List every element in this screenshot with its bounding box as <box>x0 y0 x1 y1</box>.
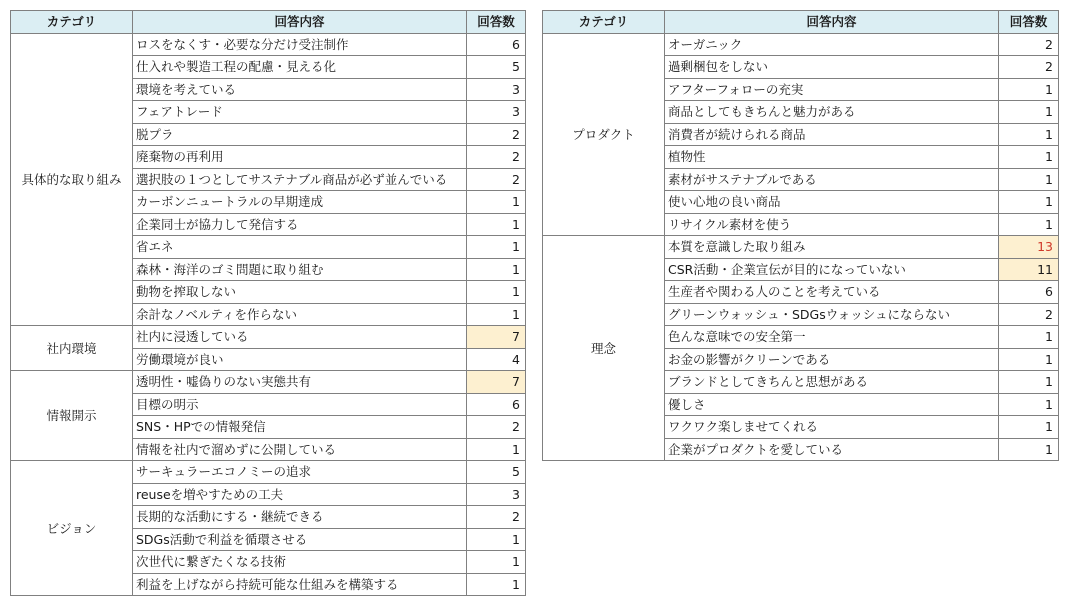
content-cell: ロスをなくす・必要な分だけ受注制作 <box>133 33 467 56</box>
count-cell: 1 <box>999 438 1059 461</box>
count-cell: 1 <box>467 213 526 236</box>
count-cell: 1 <box>467 281 526 304</box>
content-cell: 余計なノベルティを作らない <box>133 303 467 326</box>
content-cell: 動物を搾取しない <box>133 281 467 304</box>
content-cell: 利益を上げながら持続可能な仕組みを構築する <box>133 573 467 596</box>
content-cell: オーガニック <box>665 33 999 56</box>
table-row <box>543 236 1059 259</box>
content-cell: 過剰梱包をしない <box>665 56 999 79</box>
content-cell: 消費者が続けられる商品 <box>665 123 999 146</box>
count-cell: 1 <box>467 528 526 551</box>
count-cell: 1 <box>999 146 1059 169</box>
count-cell: 1 <box>467 236 526 259</box>
content-cell: 森林・海洋のゴミ問題に取り組む <box>133 258 467 281</box>
content-cell: 使い心地の良い商品 <box>665 191 999 214</box>
content-cell: 長期的な活動にする・継続できる <box>133 506 467 529</box>
content-cell: 仕入れや製造工程の配慮・見える化 <box>133 56 467 79</box>
content-cell: グリーンウォッシュ・SDGsウォッシュにならない <box>665 303 999 326</box>
count-cell: 2 <box>467 168 526 191</box>
table-row <box>11 461 526 484</box>
count-cell: 3 <box>467 101 526 124</box>
content-cell: サーキュラーエコノミーの追求 <box>133 461 467 484</box>
count-cell: 1 <box>999 213 1059 236</box>
count-cell: 5 <box>467 56 526 79</box>
content-cell: ワクワク楽しませてくれる <box>665 416 999 439</box>
count-cell: 1 <box>467 258 526 281</box>
category-cell: プロダクト <box>543 33 665 236</box>
content-cell: 商品としてもきちんと魅力がある <box>665 101 999 124</box>
content-cell: 企業がプロダクトを愛している <box>665 438 999 461</box>
category-cell: ビジョン <box>11 461 133 596</box>
content-cell: 社内に浸透している <box>133 326 467 349</box>
header-content: 回答内容 <box>133 11 467 34</box>
content-cell: 企業同士が協力して発信する <box>133 213 467 236</box>
content-cell: 植物性 <box>665 146 999 169</box>
count-cell: 2 <box>467 416 526 439</box>
count-cell: 1 <box>999 78 1059 101</box>
content-cell: 省エネ <box>133 236 467 259</box>
count-cell: 2 <box>999 303 1059 326</box>
content-cell: 次世代に繋ぎたくなる技術 <box>133 551 467 574</box>
content-cell: SNS・HPでの情報発信 <box>133 416 467 439</box>
content-cell: 労働環境が良い <box>133 348 467 371</box>
content-cell: 脱プラ <box>133 123 467 146</box>
content-cell: 本質を意識した取り組み <box>665 236 999 259</box>
content-cell: SDGs活動で利益を循環させる <box>133 528 467 551</box>
content-cell: 素材がサステナブルである <box>665 168 999 191</box>
content-cell: CSR活動・企業宣伝が目的になっていない <box>665 258 999 281</box>
count-cell: 7 <box>467 326 526 349</box>
count-cell: 2 <box>467 146 526 169</box>
count-cell: 1 <box>467 551 526 574</box>
table-row <box>11 33 526 56</box>
header-category: カテゴリ <box>11 11 133 34</box>
count-cell: 1 <box>999 416 1059 439</box>
header-count: 回答数 <box>999 11 1059 34</box>
header-count: 回答数 <box>467 11 526 34</box>
content-cell: 廃棄物の再利用 <box>133 146 467 169</box>
count-cell: 2 <box>999 56 1059 79</box>
count-cell: 1 <box>467 303 526 326</box>
count-cell: 1 <box>999 191 1059 214</box>
count-cell: 13 <box>999 236 1059 259</box>
content-cell: リサイクル素材を使う <box>665 213 999 236</box>
count-cell: 3 <box>467 78 526 101</box>
content-cell: 選択肢の１つとしてサステナブル商品が必ず並んでいる <box>133 168 467 191</box>
content-cell: 環境を考えている <box>133 78 467 101</box>
count-cell: 1 <box>467 191 526 214</box>
category-cell: 社内環境 <box>11 326 133 371</box>
category-cell: 理念 <box>543 236 665 461</box>
count-cell: 11 <box>999 258 1059 281</box>
count-cell: 1 <box>467 438 526 461</box>
content-cell: 生産者や関わる人のことを考えている <box>665 281 999 304</box>
content-cell: reuseを増やすための工夫 <box>133 483 467 506</box>
content-cell: ブランドとしてきちんと思想がある <box>665 371 999 394</box>
category-cell: 具体的な取り組み <box>11 33 133 326</box>
right-results-table <box>542 10 1059 461</box>
header-category: カテゴリ <box>543 11 665 34</box>
table-row <box>11 326 526 349</box>
content-cell: 透明性・嘘偽りのない実態共有 <box>133 371 467 394</box>
content-cell: フェアトレード <box>133 101 467 124</box>
table-row <box>11 371 526 394</box>
content-cell: お金の影響がクリーンである <box>665 348 999 371</box>
content-cell: 色んな意味での安全第一 <box>665 326 999 349</box>
left-results-table <box>10 10 526 596</box>
header-row <box>543 11 1059 34</box>
count-cell: 3 <box>467 483 526 506</box>
table-row <box>543 33 1059 56</box>
count-cell: 5 <box>467 461 526 484</box>
count-cell: 7 <box>467 371 526 394</box>
count-cell: 2 <box>467 506 526 529</box>
header-row <box>11 11 526 34</box>
count-cell: 6 <box>467 393 526 416</box>
count-cell: 2 <box>467 123 526 146</box>
content-cell: アフターフォローの充実 <box>665 78 999 101</box>
count-cell: 1 <box>999 371 1059 394</box>
count-cell: 1 <box>999 123 1059 146</box>
count-cell: 1 <box>999 348 1059 371</box>
count-cell: 1 <box>999 326 1059 349</box>
count-cell: 2 <box>999 33 1059 56</box>
category-cell: 情報開示 <box>11 371 133 461</box>
content-cell: カーボンニュートラルの早期達成 <box>133 191 467 214</box>
count-cell: 4 <box>467 348 526 371</box>
header-content: 回答内容 <box>665 11 999 34</box>
count-cell: 6 <box>467 33 526 56</box>
content-cell: 目標の明示 <box>133 393 467 416</box>
count-cell: 1 <box>999 101 1059 124</box>
count-cell: 1 <box>999 168 1059 191</box>
content-cell: 情報を社内で溜めずに公開している <box>133 438 467 461</box>
count-cell: 1 <box>999 393 1059 416</box>
content-cell: 優しさ <box>665 393 999 416</box>
count-cell: 1 <box>467 573 526 596</box>
count-cell: 6 <box>999 281 1059 304</box>
